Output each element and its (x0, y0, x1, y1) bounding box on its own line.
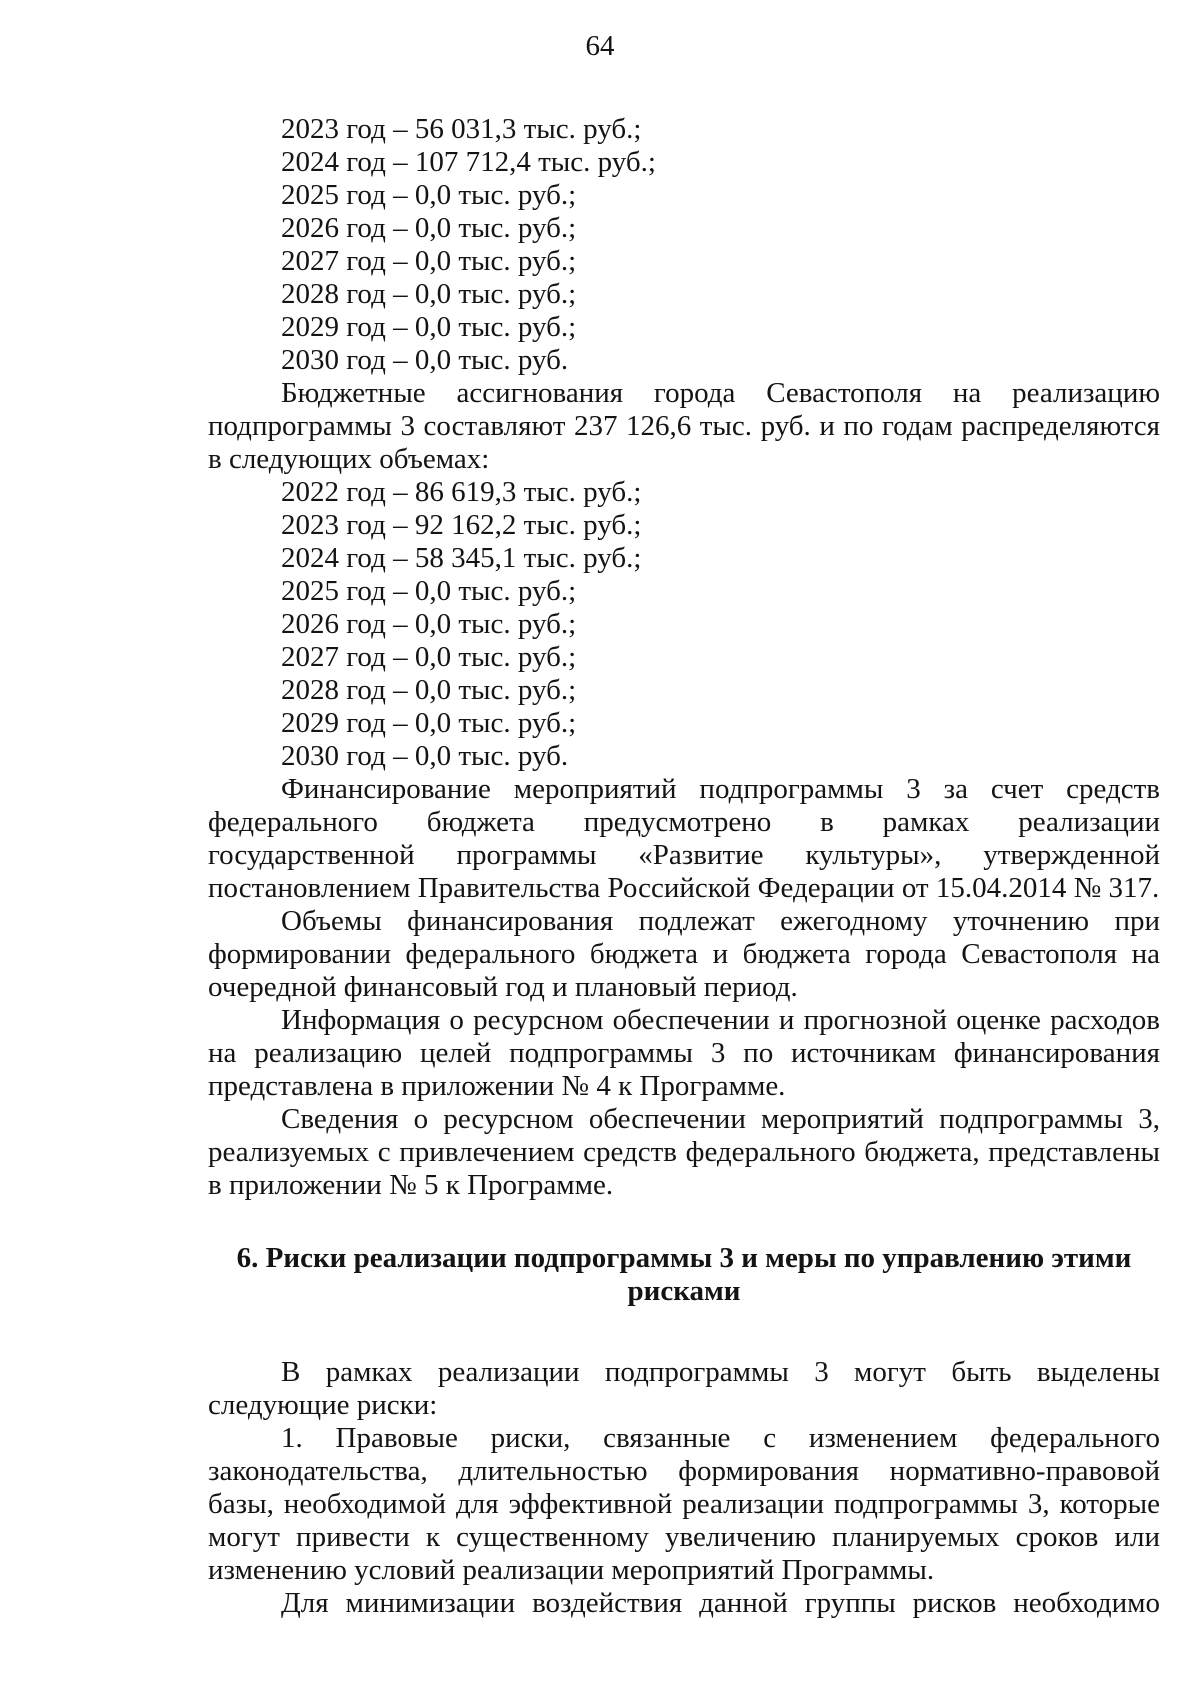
paragraph-risks-intro: В рамках реализации подпрограммы 3 могут быть выделены следующие риски: (208, 1356, 1160, 1421)
list-item: 2022 год – 86 619,3 тыс. руб.; (281, 476, 642, 508)
section-heading (208, 1242, 1160, 1308)
paragraph-risk-mitigation: Для минимизации воздействия данной группы рисков необходимо (281, 1587, 1160, 1619)
section-heading-line: 6. Риски реализации подпрограммы 3 и меры по управлению этими (236, 1242, 1132, 1274)
list-item: 2024 год – 107 712,4 тыс. руб.; (281, 146, 656, 178)
paragraph-budget-allocations: Бюджетные ассигнования города Севастополя на реализацию подпрограммы 3 составляют 237 126,6 тыс. руб. и по годам распределяются в следующих объемах: (208, 377, 1160, 475)
list-item: 2027 год – 0,0 тыс. руб.; (281, 641, 577, 673)
list-item: 2023 год – 56 031,3 тыс. руб.; (281, 113, 642, 145)
list-item: 2030 год – 0,0 тыс. руб. (281, 344, 569, 376)
list-item: 2029 год – 0,0 тыс. руб.; (281, 707, 577, 739)
list-item: 2028 год – 0,0 тыс. руб.; (281, 674, 577, 706)
list-item: 2025 год – 0,0 тыс. руб.; (281, 575, 577, 607)
list-item: 2024 год – 58 345,1 тыс. руб.; (281, 542, 642, 574)
funding-by-year-list-city (208, 476, 1160, 773)
funding-by-year-list-federal (208, 113, 1160, 377)
page-number: 64 (585, 30, 615, 62)
list-item: 2027 год – 0,0 тыс. руб.; (281, 245, 577, 277)
list-item: 2023 год – 92 162,2 тыс. руб.; (281, 509, 642, 541)
list-item: 2030 год – 0,0 тыс. руб. (281, 740, 569, 772)
document-body (208, 113, 1160, 1620)
paragraph-legal-risks: 1. Правовые риски, связанные с изменением федерального законодательства, длительностью формирования нормативно-правовой базы, необходимой для эффективной реализации подпрограммы 3, которые могут привести к существенному увеличению планируемых сроков или изменению условий реализации мероприятий Программы. (208, 1422, 1160, 1586)
list-item: 2026 год – 0,0 тыс. руб.; (281, 608, 577, 640)
section-heading-line: рисками (627, 1275, 741, 1307)
paragraph-funding-volumes: Объемы финансирования подлежат ежегодному уточнению при формировании федерального бюджета и бюджета города Севастополя на очередной финансовый год и плановый период. (208, 905, 1160, 1003)
list-item: 2028 год – 0,0 тыс. руб.; (281, 278, 577, 310)
paragraph-resource-info: Информация о ресурсном обеспечении и прогнозной оценке расходов на реализацию целей подпрограммы 3 по источникам финансирования представлена в приложении № 4 к Программе. (208, 1004, 1160, 1102)
list-item: 2029 год – 0,0 тыс. руб.; (281, 311, 577, 343)
list-item: 2026 год – 0,0 тыс. руб.; (281, 212, 577, 244)
paragraph-resource-details: Сведения о ресурсном обеспечении мероприятий подпрограммы 3, реализуемых с привлечением средств федерального бюджета, представлены в приложении № 5 к Программе. (208, 1103, 1160, 1201)
paragraph-federal-funding: Финансирование мероприятий подпрограммы 3 за счет средств федерального бюджета предусмотрено в рамках реализации государственной программы «Развитие культуры», утвержденной постановлением Правительства Российской Федерации от 15.04.2014 № 317. (208, 773, 1160, 904)
list-item: 2025 год – 0,0 тыс. руб.; (281, 179, 577, 211)
